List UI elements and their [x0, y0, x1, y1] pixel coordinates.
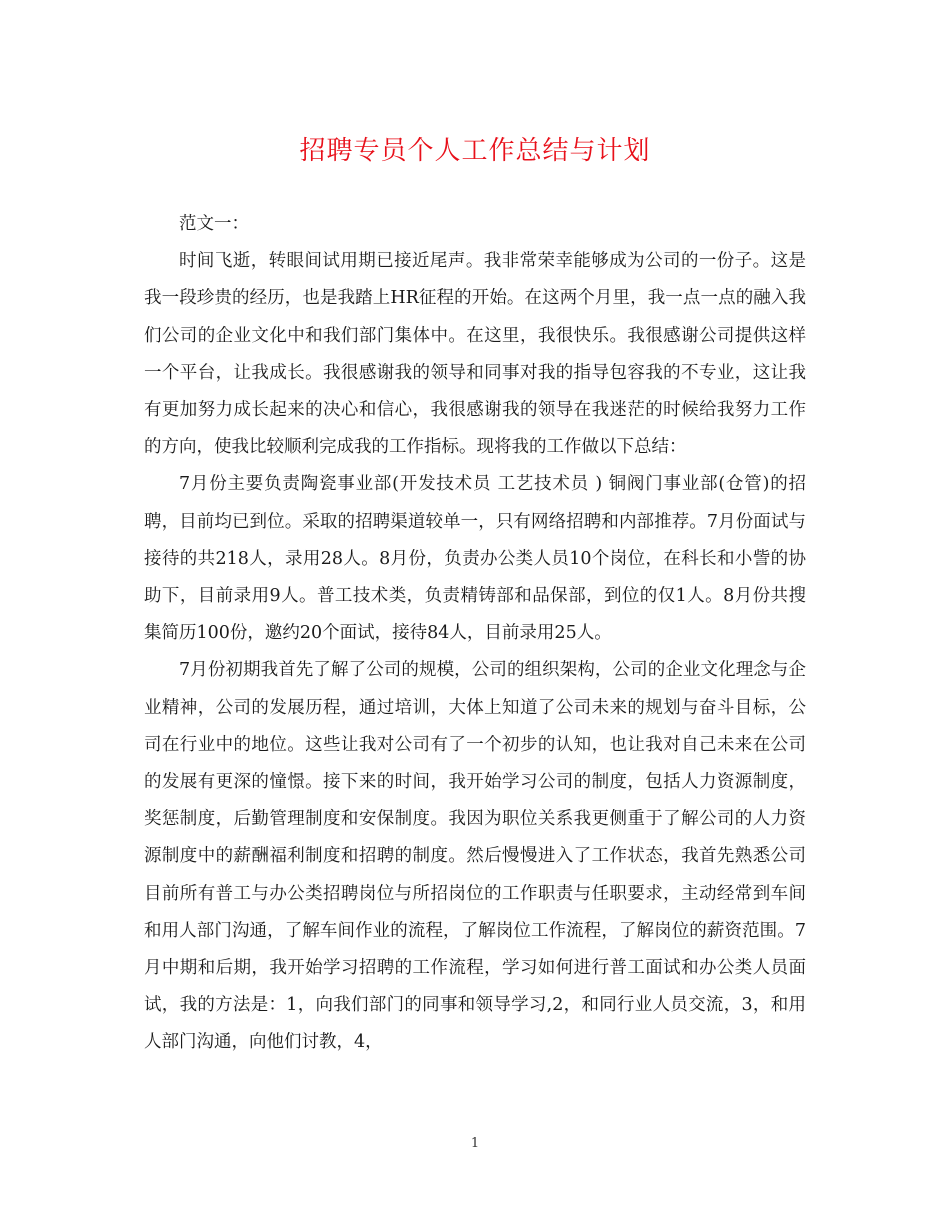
paragraph: 7月份初期我首先了解了公司的规模，公司的组织架构，公司的企业文化理念与企业精神，公司的发展历程，通过培训，大体上知道了公司未来的规划与奋斗目标，公司在行业中的地位。这些让我对公司有了一个初步的认知，也让我对自己未来在公司的发展有更深的憧憬。接下来的时间，我开始学习公司的制度，包括人力资源制度，奖惩制度，后勤管理制度和安保制度。我因为职位关系我更侧重于了解公司的人力资源制度中的薪酬福利制度和招聘的制度。然后慢慢进入了工作状态，我首先熟悉公司目前所有普工与办公类招聘岗位与所招岗位的工作职责与任职要求，主动经常到车间和用人部门沟通，了解车间作业的流程，了解岗位工作流程，了解岗位的薪资范围。7月中期和后期，我开始学习招聘的工作流程，学习如何进行普工面试和办公类人员面试，我的方法是：1，向我们部门的同事和领导学习,2，和同行业人员交流，3，和用人部门沟通，向他们讨教，4， — [144, 660, 806, 1053]
paragraph: 7月份主要负责陶瓷事业部(开发技术员 工艺技术员 ) 铜阀门事业部(仓管)的招聘，目前均已到位。采取的招聘渠道较单一，只有网络招聘和内部推荐。7月份面试与接待的共218人，录用28人。8月份，负责办公类人员10个岗位，在科长和小訾的协助下，目前录用9人。普工技术类，负责精铸部和品保部，到位的仅1人。8月份共搜集简历100份，邀约20个面试，接待84人，目前录用25人。 — [144, 474, 806, 644]
document-body — [144, 206, 806, 1062]
page-number: 1 — [470, 1136, 480, 1151]
paragraph: 时间飞逝，转眼间试用期已接近尾声。我非常荣幸能够成为公司的一份子。这是我一段珍贵的经历，也是我踏上HR征程的开始。在这两个月里，我一点一点的融入我们公司的企业文化中和我们部门集体中。在这里，我很快乐。我很感谢公司提供这样一个平台，让我成长。我很感谢我的领导和同事对我的指导包容我的不专业，这让我有更加努力成长起来的决心和信心，我很感谢我的领导在我迷茫的时候给我努力工作的方向，使我比较顺利完成我的工作指标。现将我的工作做以下总结： — [144, 251, 806, 458]
document-title: 招聘专员个人工作总结与计划 — [299, 136, 651, 166]
paragraph-heading: 范文一： — [179, 214, 249, 234]
